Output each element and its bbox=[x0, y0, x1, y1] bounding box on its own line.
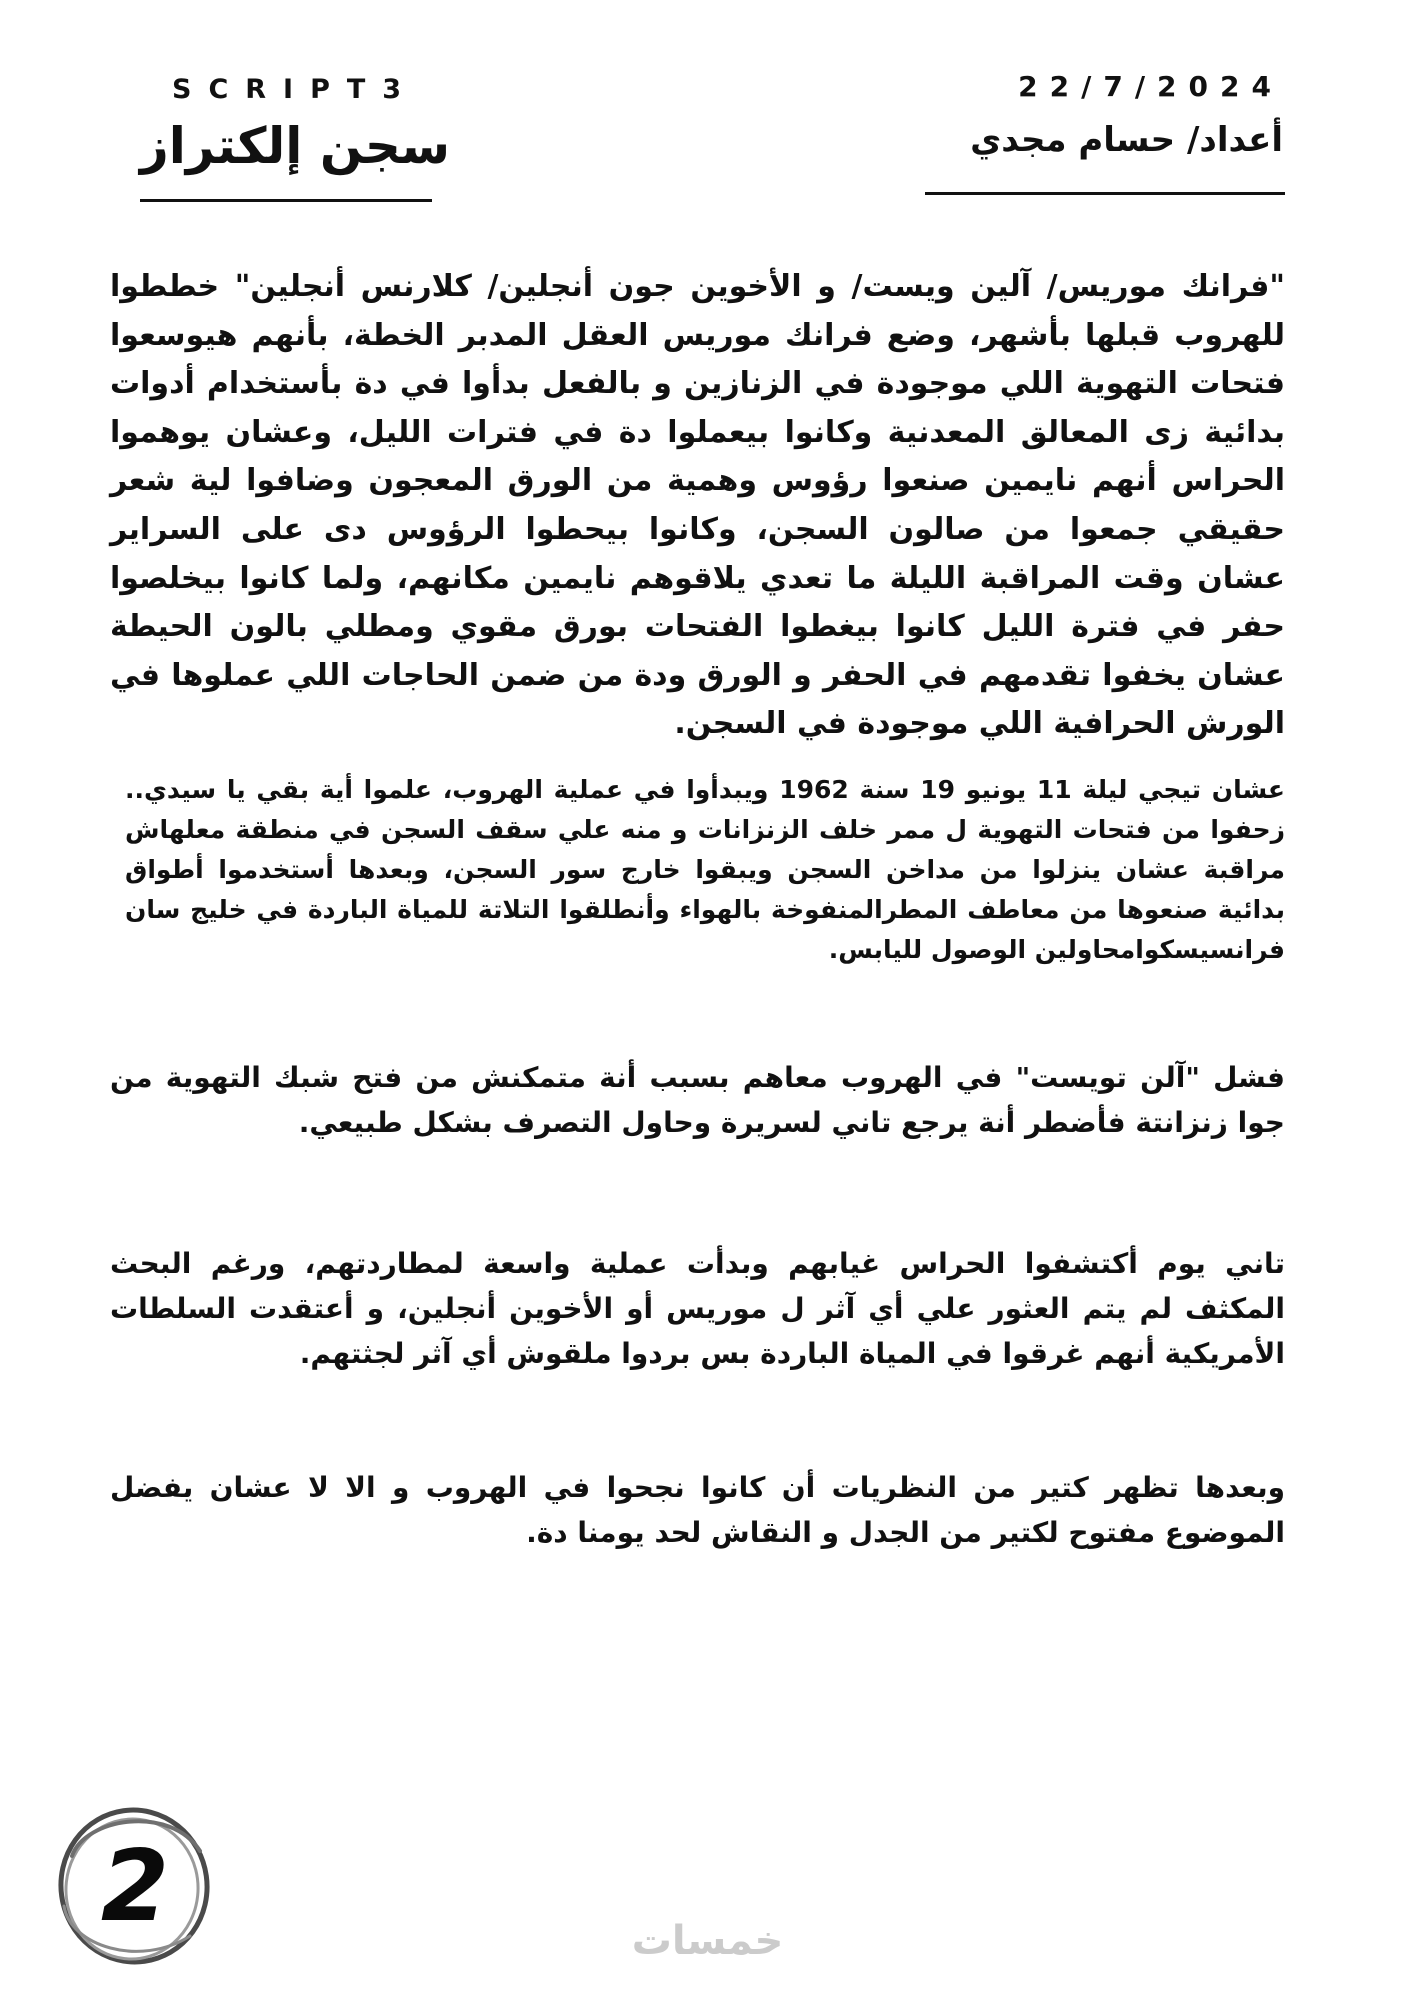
document-date: 22/7/2024 bbox=[1018, 70, 1283, 103]
script-label: SCRIPT3 bbox=[172, 74, 419, 105]
page-title: سجن إلكتراز bbox=[140, 117, 451, 175]
paragraph-escape-night: عشان تيجي ليلة 11 يونيو 19 سنة 1962 ويبدأوا في عملية الهروب، علموا أية بقي يا سيدي.. زحفوا من فتحات التهوية ل ممر خلف الزنزانات و منه علي سقف السجن في منطقة معلهاش مراقبة عشان ينزلوا من مداخن السجن ويبقوا خارج سور السجن، وبعدها أستخدموا أطواق بدائية صنعوها من معاطف المطرالمنفوخة بالهواء وأنطلقوا التلاتة للمياة الباردة في خليج سان فرانسيسكوامحاولين الوصول لليابس. bbox=[125, 775, 1286, 964]
prepared-by: أعداد/ حسام مجدي bbox=[970, 120, 1283, 160]
paragraph-manhunt: تاني يوم أكتشفوا الحراس غيابهم وبدأت عملية واسعة لمطاردتهم، ورغم البحث المكثف لم يتم العثور علي أي آثر ل موريس أو الأخوين أنجلين، و أعتقدت السلطات الأمريكية أنهم غرقوا في المياة الباردة بس بردوا ملقوش أي آثر لجثتهم. bbox=[110, 1247, 1285, 1370]
paragraph-west-failure: فشل "آلن تويست" في الهروب معاهم بسبب أنة متمكنش من فتح شبك التهوية من جوا زنزانتة فأضطر أنة يرجع تاني لسريرة وحاول التصرف بشكل طبيعي. bbox=[110, 1061, 1285, 1139]
title-underline bbox=[140, 199, 432, 202]
header-underline bbox=[925, 192, 1285, 195]
page-number: 2 bbox=[100, 1830, 170, 1944]
watermark: خمسات bbox=[631, 1918, 784, 1964]
paragraph-escape-plan: "فرانك موريس/ آلين ويست/ و الأخوين جون أنجلين/ كلارنس أنجلين" خططوا للهروب قبلها بأشهر، وضع فرانك موريس العقل المدبر الخطة، بأنهم هيوسعوا فتحات التهوية اللي موجودة في الزنازين و بالفعل بدأوا في دة بأستخدام أدوات بدائية زى المعالق المعدنية وكانوا بيعملوا دة في فترات الليل، وعشان يوهموا الحراس أنهم نايمين صنعوا رؤوس وهمية من الورق المعجون وضافوا لية شعر حقيقي جمعوا من صالون السجن، وكانوا بيحطوا الرؤوس دى على السراير عشان وقت المراقبة الليلة ما تعدي يلاقوهم نايمين مكانهم، ولما كانوا بيخلصوا حفر في فترة الليل كانوا بيغطوا الفتحات بورق مقوي ومطلي بالون الحيطة عشان يخفوا تقدمهم في الحفر و الورق ودة من ضمن الحاجات اللي عملوها في الورش الحرافية اللي موجودة في السجن. bbox=[110, 269, 1285, 742]
paragraph-theories: وبعدها تظهر كتير من النظريات أن كانوا نجحوا في الهروب و الا لا عشان يفضل الموضوع مفتوح لكتير من الجدل و النقاش لحد يومنا دة. bbox=[110, 1471, 1285, 1549]
